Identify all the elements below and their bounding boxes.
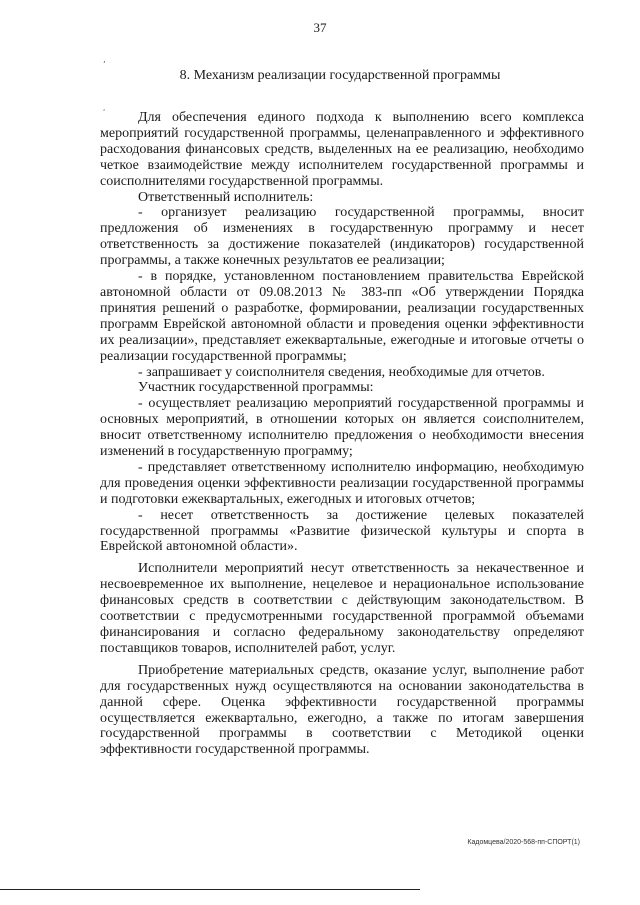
- footer-rule: [0, 889, 420, 890]
- paragraph: - осуществляет реализацию мероприятий государственной программы и основных мероприятий, в отношении которых он является соисполнителем, вносит ответственному исполнителю предложения о необходимости внесения изменений в государственную программу;: [100, 396, 584, 460]
- paragraph: - организует реализацию государственной программы, вносит предложения об изменениях в государственную программу и несет ответственность за достижение показателей (индикаторов) государственной программы, а также конечных результатов ее реализации;: [100, 205, 584, 269]
- document-code: Кадомцева/2020-568-пп-СПОРТ(1): [467, 839, 580, 846]
- section-title: 8. Механизм реализации государственной программы: [179, 68, 501, 83]
- body-text: [100, 110, 584, 758]
- paragraph: - представляет ответственному исполнителю информацию, необходимую для проведения оценки эффективности реализации государственной программы и подготовки ежеквартальных, ежегодных и итоговых отчетов;: [100, 459, 584, 507]
- paragraph: - запрашивает у соисполнителя сведения, необходимые для отчетов.: [138, 364, 545, 380]
- scan-mark: ,: [103, 104, 106, 112]
- paragraph: - несет ответственность за достижение целевых показателей государственной программы «Развитие физической культуры и спорта в Еврейской автономной области».: [100, 507, 584, 555]
- paragraph: Для обеспечения единого подхода к выполнению всего комплекса мероприятий государственной программы, целенаправленного и эффективного расходования финансовых средств, выделенных на ее реализацию, необходимо четкое взаимодействие между исполнителем государственной программы и соисполнителями государственной программы.: [100, 110, 584, 189]
- paragraph: Ответственный исполнитель:: [138, 189, 314, 205]
- scan-mark: ʼ: [103, 60, 106, 69]
- paragraph: Исполнители мероприятий несут ответственность за некачественное и несвоевременное их выполнение, нецелевое и нерациональное использование финансовых средств в соответствии с действующим законодательством. В соответствии с предусмотренными государственной программой объемами финансирования и согласно федеральному законодательству определяют поставщиков товаров, исполнителей работ, услуг.: [100, 561, 584, 656]
- page-number: 37: [313, 20, 327, 35]
- paragraph: Приобретение материальных средств, оказание услуг, выполнение работ для государственных нужд осуществляются на основании законодательства в данной сфере. Оценка эффективности государственной программы осуществляется ежеквартально, ежегодно, а также по итогам завершения государственной программы в соответствии с Методикой оценки эффективности государственной программы.: [100, 662, 584, 758]
- paragraph: Участник государственной программы:: [138, 380, 374, 396]
- paragraph: - в порядке, установленном постановлением правительства Еврейской автономной области от 09.08.2013 № 383-пп «Об утверждении Порядка принятия решений о разработке, формировании, реализации государственных программ Еврейской автономной области и проведения оценки эффективности их реализации», представляет ежеквартальные, ежегодные и итоговые отчеты о реализации государственной программы;: [100, 269, 584, 364]
